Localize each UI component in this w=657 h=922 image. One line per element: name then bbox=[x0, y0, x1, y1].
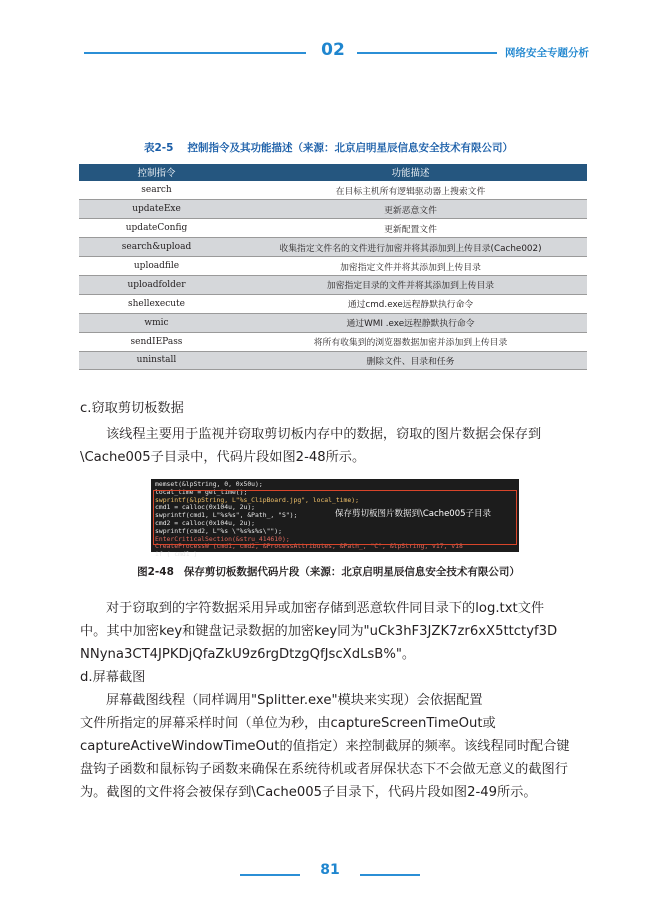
command-cell: sendIEPass bbox=[79, 332, 234, 351]
section-d-paragraph bbox=[80, 689, 600, 804]
command-cell: wmic bbox=[79, 313, 234, 332]
paragraph-line: 盘钩子函数和鼠标钩子函数来确保在系统待机或者屏保状态下不会做无意义的截图行 bbox=[80, 762, 568, 777]
figure-caption bbox=[60, 564, 597, 579]
code-line: memset(&lpString, 0, 0x50u); bbox=[155, 480, 263, 488]
code-line: swprintf(cmd2, L"%s \"%s%s%s\""); bbox=[155, 526, 282, 535]
command-cell: shellexecute bbox=[79, 294, 234, 313]
table-row bbox=[79, 332, 587, 351]
page-number: 81 bbox=[320, 862, 340, 878]
description-cell: 通过cmd.exe远程静默执行命令 bbox=[234, 294, 587, 313]
description-cell: 在目标主机所有逻辑驱动器上搜索文件 bbox=[234, 181, 587, 200]
command-cell: search bbox=[79, 181, 234, 200]
code-line: swprintf(&lpString, L"%s_ClipBoard.jpg", local_time); bbox=[155, 495, 359, 504]
code-line: EnterCriticalSection(&stru_414610); bbox=[155, 534, 290, 543]
description-cell: 通过WMI .exe远程静默执行命令 bbox=[234, 313, 587, 332]
table-row bbox=[79, 181, 587, 200]
command-cell: updateExe bbox=[79, 200, 234, 219]
code-line: CreateProcessW (cmd1, cmd2, &ProcessAttributes, &Path_, "C", &lpString, v17, v18 bbox=[155, 542, 463, 551]
table-caption bbox=[60, 140, 597, 155]
chapter-title: 网络安全专题分析 bbox=[505, 47, 589, 59]
header-rule-right bbox=[357, 52, 497, 54]
code-line: if ( cmd1 ) bbox=[155, 550, 198, 559]
table-header-description: 功能描述 bbox=[234, 164, 587, 181]
footer-rule-right bbox=[360, 874, 420, 876]
table-row bbox=[79, 351, 587, 370]
command-cell: uninstall bbox=[79, 351, 234, 370]
table-caption-number: 表2-5 bbox=[144, 142, 174, 154]
code-snippet-figure bbox=[151, 479, 519, 559]
code-line: local_time = get_time(); bbox=[155, 487, 248, 496]
commands-table bbox=[79, 164, 587, 370]
code-annotation: 保存剪切板图片数据到\Cache005子目录 bbox=[335, 509, 492, 519]
paragraph-line: NNyna3CT4JPKDjQfaZkU9z6rgDtzgQfJscXdLsB%"。 bbox=[80, 647, 416, 662]
table-caption-text: 控制指令及其功能描述（来源：北京启明星辰信息安全技术有限公司） bbox=[187, 142, 513, 154]
command-cell: uploadfolder bbox=[79, 275, 234, 294]
table-row bbox=[79, 275, 587, 294]
keylog-paragraph bbox=[80, 597, 600, 666]
section-d-heading: d.屏幕截图 bbox=[80, 670, 146, 685]
paragraph-line: 文件所指定的屏幕采样时间（单位为秒，由captureScreenTimeOut或 bbox=[80, 716, 496, 731]
figure-caption-text: 保存剪切板数据代码片段（来源：北京启明星辰信息安全技术有限公司） bbox=[183, 566, 520, 578]
paragraph-line: 对于窃取到的字符数据采用异或加密存储到恶意软件同目录下的log.txt文件 bbox=[106, 601, 545, 616]
footer-rule-left bbox=[240, 874, 300, 876]
table-header-row bbox=[79, 164, 587, 181]
code-line: swprintf(cmd1, L"%s%s", &Path_, "S"); bbox=[155, 511, 298, 520]
header-rule-left bbox=[84, 52, 306, 54]
description-cell: 将所有收集到的浏览器数据加密并添加到上传目录 bbox=[234, 332, 587, 351]
code-line: cmd1 = calloc(0x104u, 2u); bbox=[155, 503, 256, 512]
table-row bbox=[79, 238, 587, 257]
description-cell: 加密指定文件并将其添加到上传目录 bbox=[234, 257, 587, 276]
table-row bbox=[79, 219, 587, 238]
table-row bbox=[79, 257, 587, 276]
description-cell: 加密指定目录的文件并将其添加到上传目录 bbox=[234, 275, 587, 294]
command-cell: uploadfile bbox=[79, 257, 234, 276]
chapter-number: 02 bbox=[321, 40, 345, 60]
paragraph-line: captureActiveWindowTimeOut的值指定）来控制截屏的频率。该线程同时配合键 bbox=[80, 739, 570, 754]
section-c-heading: c.窃取剪切板数据 bbox=[80, 401, 184, 416]
figure-caption-number: 图2-48 bbox=[137, 566, 174, 578]
description-cell: 更新配置文件 bbox=[234, 219, 587, 238]
description-cell: 收集指定文件名的文件进行加密并将其添加到上传目录(Cache002) bbox=[234, 238, 587, 257]
code-line: cmd2 = calloc(0x104u, 2u); bbox=[155, 518, 256, 527]
table-row bbox=[79, 200, 587, 219]
paragraph-line: 该线程主要用于监视并窃取剪切板内存中的数据，窃取的图片数据会保存到 bbox=[106, 427, 542, 442]
table-header-command: 控制指令 bbox=[79, 164, 234, 181]
paragraph-line: 为。截图的文件将会被保存到\Cache005子目录下，代码片段如图2-49所示。 bbox=[80, 785, 537, 800]
description-cell: 删除文件、目录和任务 bbox=[234, 351, 587, 370]
command-cell: search&upload bbox=[79, 238, 234, 257]
table-row bbox=[79, 313, 587, 332]
paragraph-line: 中。其中加密key和键盘记录数据的加密key同为"uCk3hF3JZK7zr6xX5ttctyf3D bbox=[80, 624, 558, 639]
paragraph-line: \Cache005子目录中，代码片段如图2-48所示。 bbox=[80, 450, 366, 465]
command-cell: updateConfig bbox=[79, 219, 234, 238]
description-cell: 更新恶意文件 bbox=[234, 200, 587, 219]
paragraph-line: 屏幕截图线程（同样调用"Splitter.exe"模块来实现）会依据配置 bbox=[106, 693, 483, 708]
table-row bbox=[79, 294, 587, 313]
section-c-paragraph bbox=[80, 423, 600, 469]
